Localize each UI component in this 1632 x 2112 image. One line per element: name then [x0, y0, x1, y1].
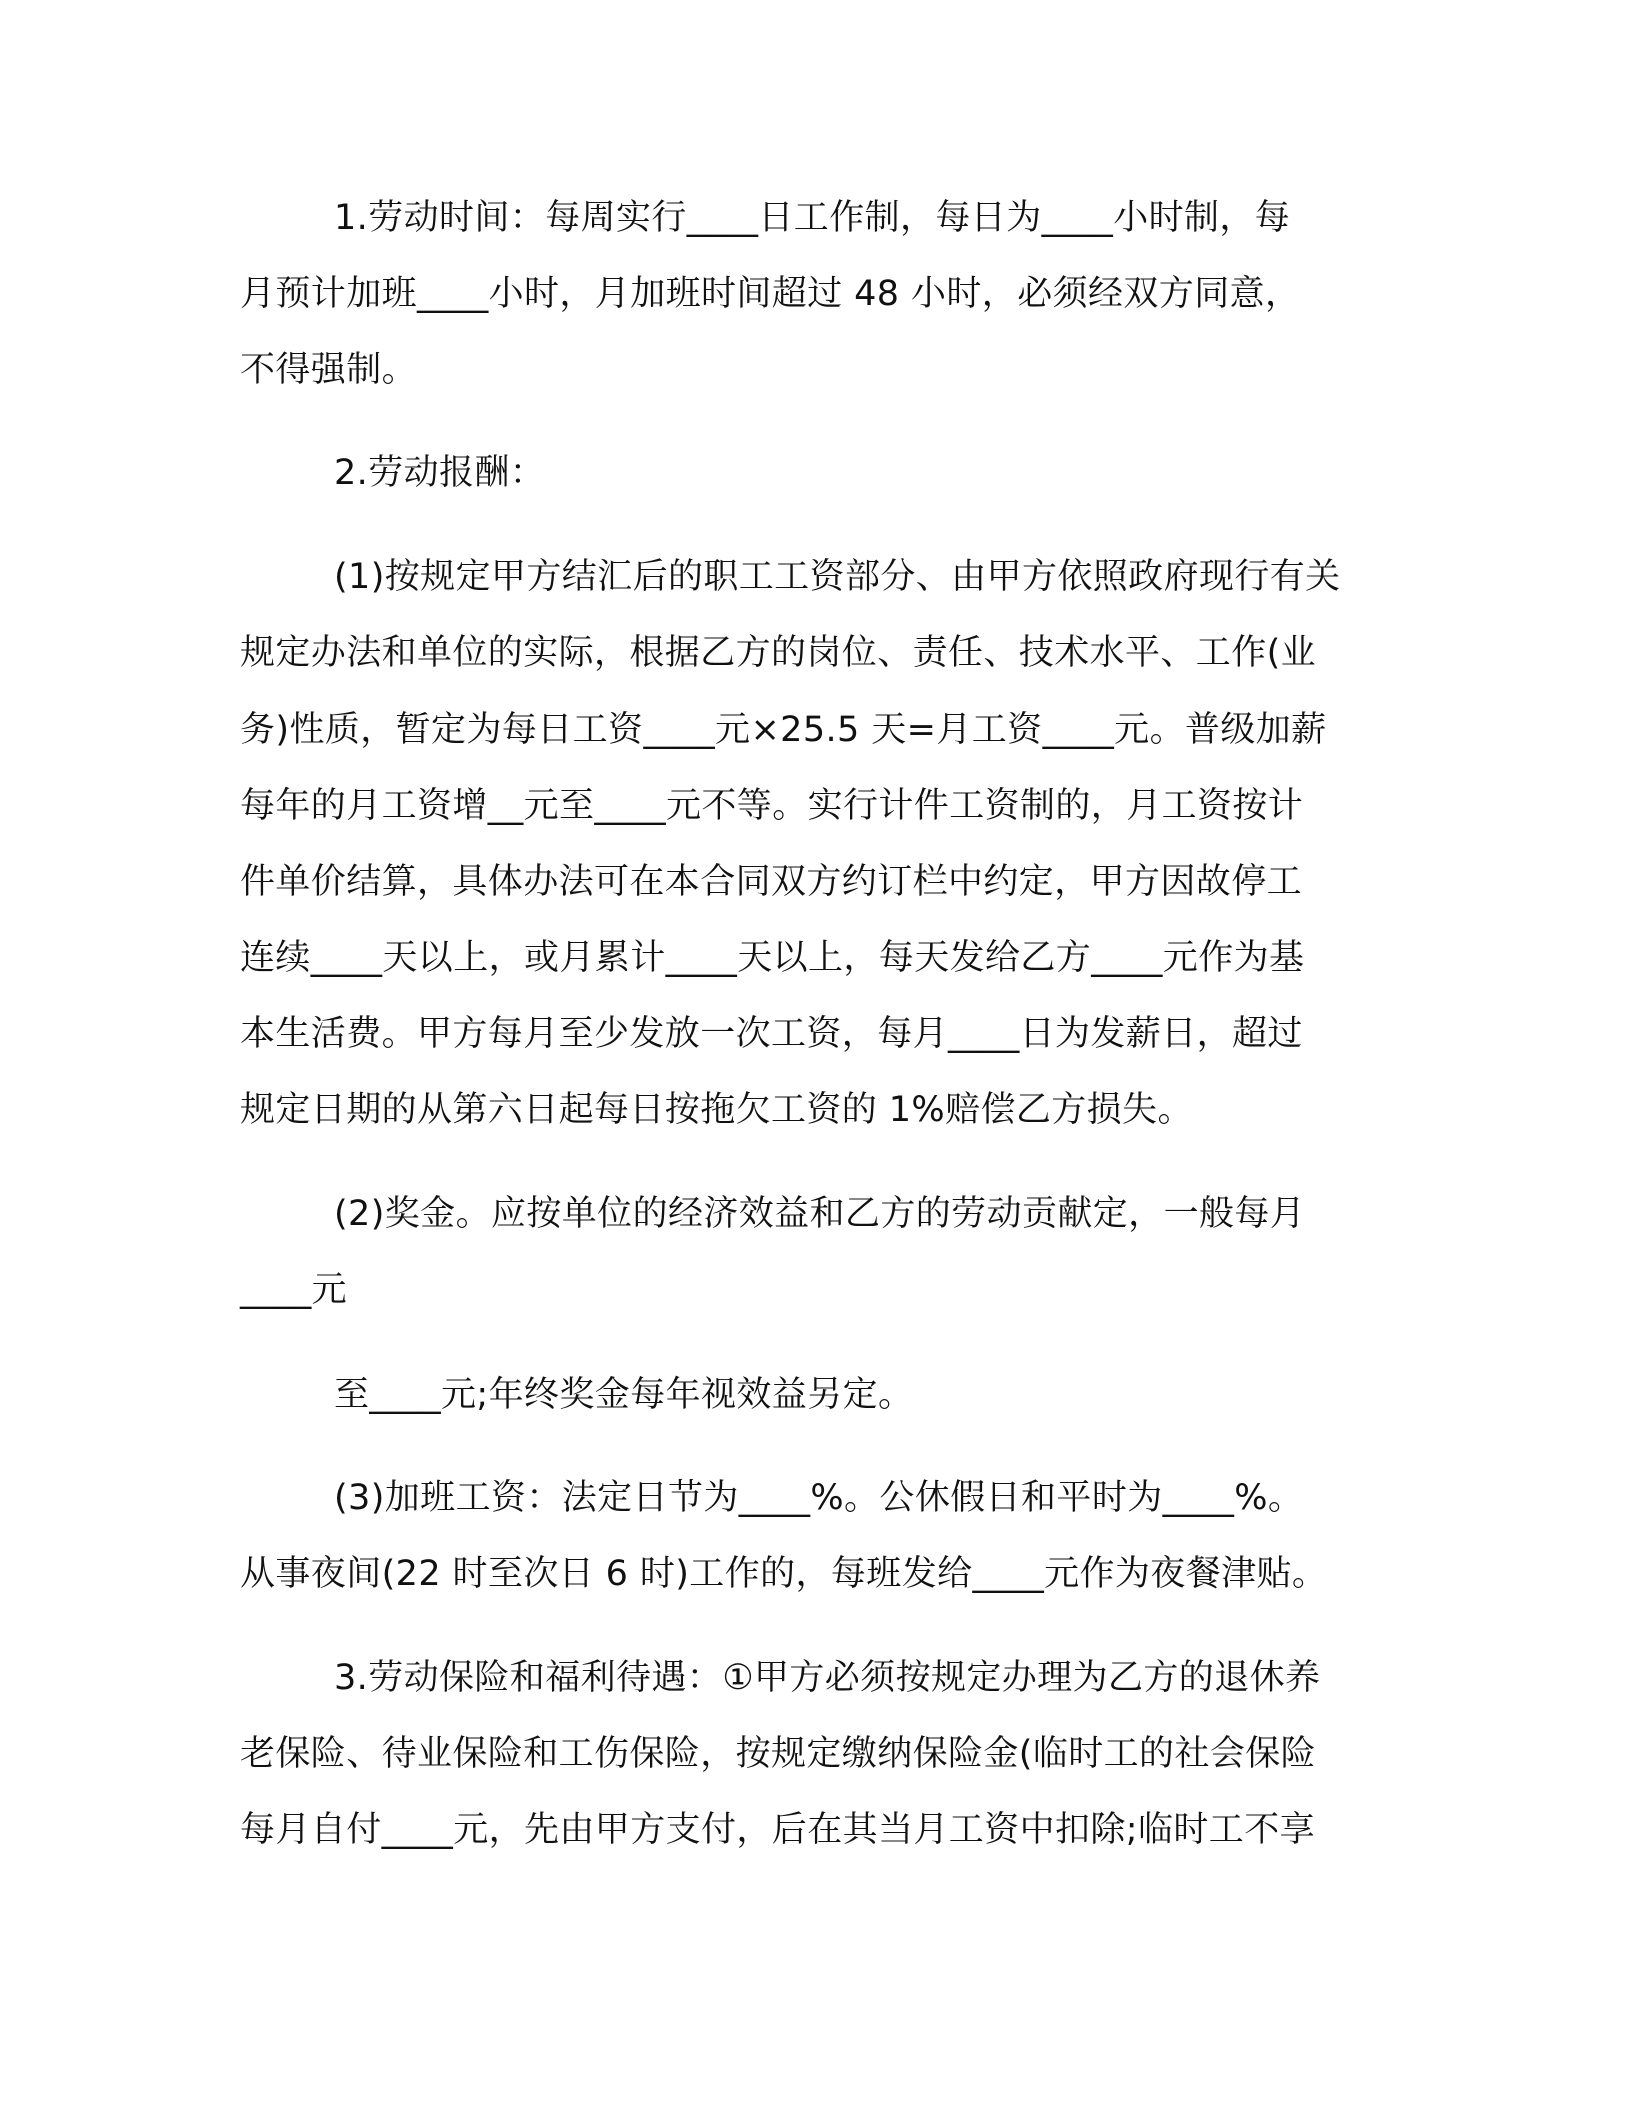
text-line: 每年的月工资增__元至____元不等。实行计件工资制的，月工资按计: [240, 786, 1304, 826]
text-line: ____元: [240, 1270, 348, 1310]
text-line: 每月自付____元，先由甲方支付，后在其当月工资中扣除;临时工不享: [240, 1810, 1315, 1850]
text-line: 3.劳动保险和福利待遇：①甲方必须按规定办理为乙方的退休养: [334, 1658, 1321, 1698]
text-line: (2)奖金。应按单位的经济效益和乙方的劳动贡献定，一般每月: [334, 1194, 1306, 1234]
text-line: 连续____天以上，或月累计____天以上，每天发给乙方____元作为基: [240, 938, 1305, 978]
text-line: (3)加班工资：法定日节为____%。公休假日和平时为____%。: [334, 1478, 1304, 1518]
text-line: 本生活费。甲方每月至少发放一次工资，每月____日为发薪日，超过: [240, 1014, 1303, 1054]
text-line: 2.劳动报酬：: [334, 453, 546, 493]
text-line: 老保险、待业保险和工伤保险，按规定缴纳保险金(临时工的社会保险: [240, 1734, 1317, 1774]
text-line: 务)性质，暂定为每日工资____元×25.5 天=月工资____元。普级加薪: [240, 710, 1327, 750]
text-line: (1)按规定甲方结汇后的职工工资部分、由甲方依照政府现行有关: [334, 557, 1341, 597]
text-line: 规定办法和单位的实际，根据乙方的岗位、责任、技术水平、工作(业: [240, 633, 1317, 673]
text-line: 件单价结算，具体办法可在本合同双方约订栏中约定，甲方因故停工: [240, 862, 1303, 902]
text-line: 从事夜间(22 时至次日 6 时)工作的，每班发给____元作为夜餐津贴。: [240, 1554, 1328, 1594]
text-line: 规定日期的从第六日起每日按拖欠工资的 1%赔偿乙方损失。: [240, 1090, 1193, 1130]
text-line: 不得强制。: [240, 350, 418, 390]
text-line: 月预计加班____小时，月加班时间超过 48 小时，必须经双方同意，: [240, 274, 1301, 314]
text-line: 1.劳动时间：每周实行____日工作制，每日为____小时制，每: [334, 198, 1291, 238]
text-line: 至____元;年终奖金每年视效益另定。: [334, 1375, 914, 1415]
